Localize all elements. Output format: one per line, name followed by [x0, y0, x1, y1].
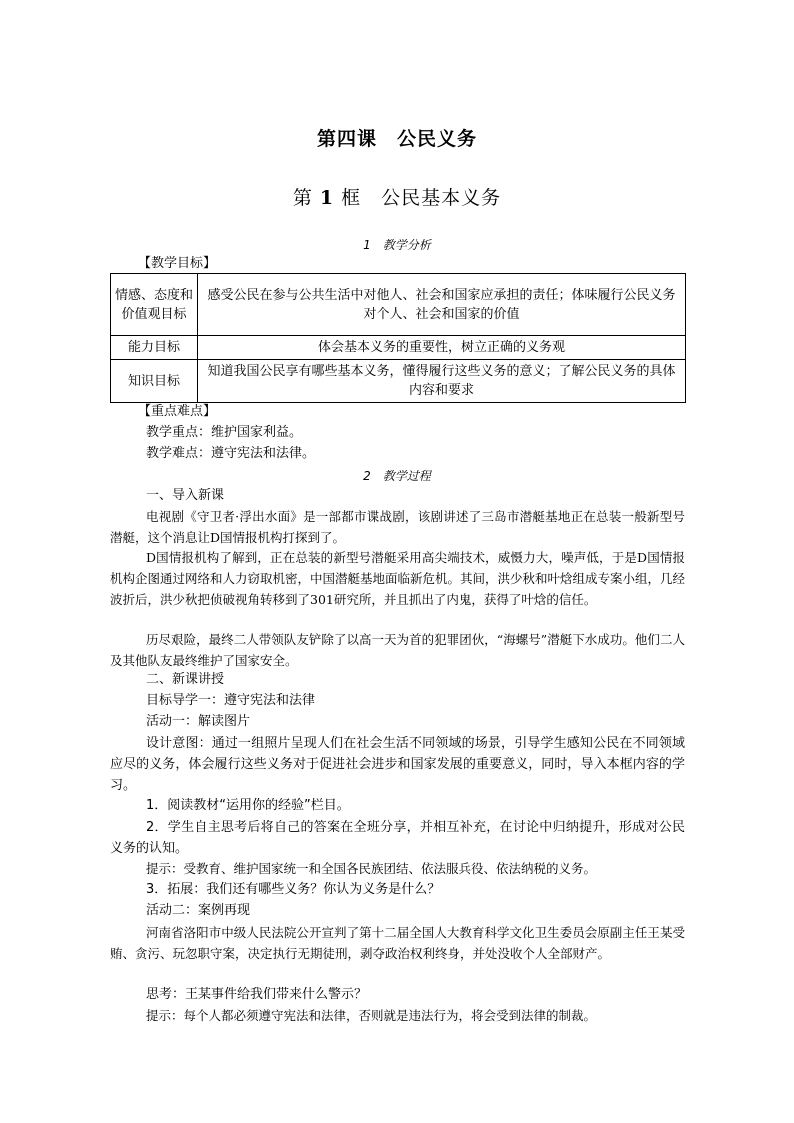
process-heading: 2 教学过程 — [363, 469, 431, 483]
hint-text: 提示：每个人都必须遵守宪法和法律，否则就是违法行为，将会受到法律的制裁。 — [146, 1008, 597, 1023]
think-question: 思考：王某事件给我们带来什么警示？ — [146, 987, 368, 1002]
goals-heading: 【教学目标】 — [138, 256, 217, 271]
goals-table — [110, 273, 686, 403]
section-title — [0, 183, 794, 210]
goal-label: 情感、态度和价值观目标 — [111, 274, 198, 336]
activity-heading: 活动一：解读图片 — [146, 714, 251, 729]
intro-paragraph: D国情报机构了解到，正在总装的新型号潜艇采用高尖端技术，威慑力大，噪声低，于是D国情报机构企图通过网络和人力窃取机密，中国潜艇基地面临新危机。其间，洪少秋和叶焓组成专案小组，几经波折后，洪少秋把侦破视角转移到了301研究所，并且抓出了内鬼，获得了叶焓的信任。 — [110, 550, 686, 607]
hint-text: 提示：受教育、维护国家统一和全国各民族团结、依法服兵役、依法纳税的义务。 — [146, 861, 597, 876]
key-point: 教学重点：维护国家利益。 — [146, 425, 303, 440]
goal-label: 知识目标 — [111, 360, 198, 403]
target-heading: 目标导学一：遵守宪法和法律 — [146, 693, 316, 708]
step-item: 2．学生自主思考后将自己的答案在全班分享，并相互补充，在讨论中归纳提升，形成对公民义务的认知。 — [110, 820, 685, 856]
step-item: 3．拓展：我们还有哪些义务？你认为义务是什么？ — [146, 882, 441, 897]
goal-text: 知道我国公民享有哪些基本义务，懂得履行这些义务的意义；了解公民义务的具体内容和要求 — [198, 360, 686, 403]
section-title-suffix: 框 公民基本义务 — [341, 187, 502, 209]
analysis-heading: 1 教学分析 — [363, 238, 431, 252]
table-row — [111, 274, 686, 336]
section-number: 1 — [319, 187, 335, 209]
difficult-point: 教学难点：遵守宪法和法律。 — [146, 446, 316, 461]
lesson-title: 第四课 公民义务 — [316, 128, 477, 150]
new-lesson-heading: 二、新课讲授 — [146, 672, 225, 687]
table-row — [111, 360, 686, 403]
goal-text: 体会基本义务的重要性，树立正确的义务观 — [198, 336, 686, 360]
goal-text: 感受公民在参与公共生活中对他人、社会和国家应承担的责任；体味履行公民义务对个人、社会和国家的价值 — [198, 274, 686, 336]
design-intent: 设计意图：通过一组照片呈现人们在社会生活不同领域的场景，引导学生感知公民在不同领域应尽的义务，体会履行这些义务对于促进社会进步和国家发展的重要意义，同时，导入本框内容的学习。 — [110, 736, 685, 793]
intro-paragraph: 电视剧《守卫者·浮出水面》是一部都市谍战剧，该剧讲述了三岛市潜艇基地正在总装一般新型号潜艇，这个消息让D国情报机构打探到了。 — [110, 509, 685, 545]
section-title-prefix: 第 — [292, 187, 313, 209]
intro-paragraph: 历尽艰险，最终二人带领队友铲除了以高一天为首的犯罪团伙，“海螺号”潜艇下水成功。他们二人及其他队友最终维护了国家安全。 — [110, 632, 685, 668]
key-heading: 【重点难点】 — [138, 404, 217, 419]
table-row — [111, 336, 686, 360]
goal-label: 能力目标 — [111, 336, 198, 360]
case-text: 河南省洛阳市中级人民法院公开宣判了第十二届全国人大教育科学文化卫生委员会原副主任王某受贿、贪污、玩忽职守案，决定执行无期徒刑，剥夺政治权利终身，并处没收个人全部财产。 — [110, 925, 685, 961]
step-item: 1．阅读教材“运用你的经验”栏目。 — [146, 798, 350, 813]
intro-heading: 一、导入新课 — [146, 488, 225, 503]
activity-heading: 活动二：案例再现 — [146, 903, 251, 918]
